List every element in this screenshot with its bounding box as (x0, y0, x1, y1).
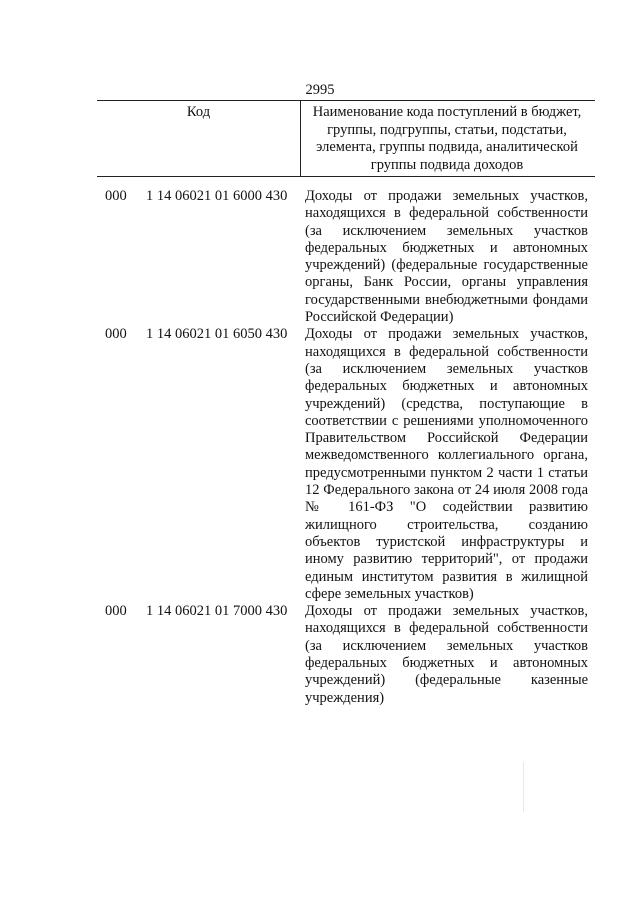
scan-artifact (523, 762, 524, 812)
code-column-header: Код (186, 104, 211, 120)
table-row (0, 603, 640, 707)
admin-code: 000 (105, 603, 127, 620)
column-divider (300, 101, 301, 176)
revenue-description: Доходы от продажи земельных участков, находящихся в федеральной собственности (за исключением земельных участков федеральных бюджетных и автономных учреждений) (средства, поступающие в соответствии с решениями уполномоченного Правительством Российской Федерации межведомственного коллегиального органа, предусмотренными пунктом 2 части 1 статьи 12 Федерального закона от 24 июля 2008 года № 161-ФЗ "О содействии развитию жилищного строительства, созданию объектов туристской инфраструктуры и иному развитию территорий", от продажи единым институтом развития в жилищной сфере земельных участков) (305, 326, 588, 602)
table-header (97, 100, 595, 177)
table-row (0, 326, 640, 603)
revenue-description: Доходы от продажи земельных участков, находящихся в федеральной собственности (за исключением земельных участков федеральных бюджетных и автономных учреждений) (федеральные государственные органы, Банк России, органы управления государственными внебюджетными фондами Российской Федерации) (305, 188, 588, 326)
admin-code: 000 (105, 326, 127, 343)
revenue-code: 1 14 06021 01 7000 430 (146, 603, 288, 620)
name-column-header: Наименование кода поступлений в бюджет, группы, подгруппы, статьи, подстатьи, элемента, группы подвида, аналитической группы подвида доходов (312, 104, 582, 173)
admin-code: 000 (105, 188, 127, 204)
revenue-code: 1 14 06021 01 6050 430 (146, 326, 288, 343)
revenue-code: 1 14 06021 01 6000 430 (146, 188, 288, 204)
revenue-description: Доходы от продажи земельных участков, находящихся в федеральной собственности (за исключением земельных участков федеральных бюджетных и автономных учреждений) (федеральные казенные учреждения) (305, 603, 588, 706)
table-body (0, 188, 640, 707)
page-number: 2995 (305, 82, 335, 98)
table-row (0, 188, 640, 326)
